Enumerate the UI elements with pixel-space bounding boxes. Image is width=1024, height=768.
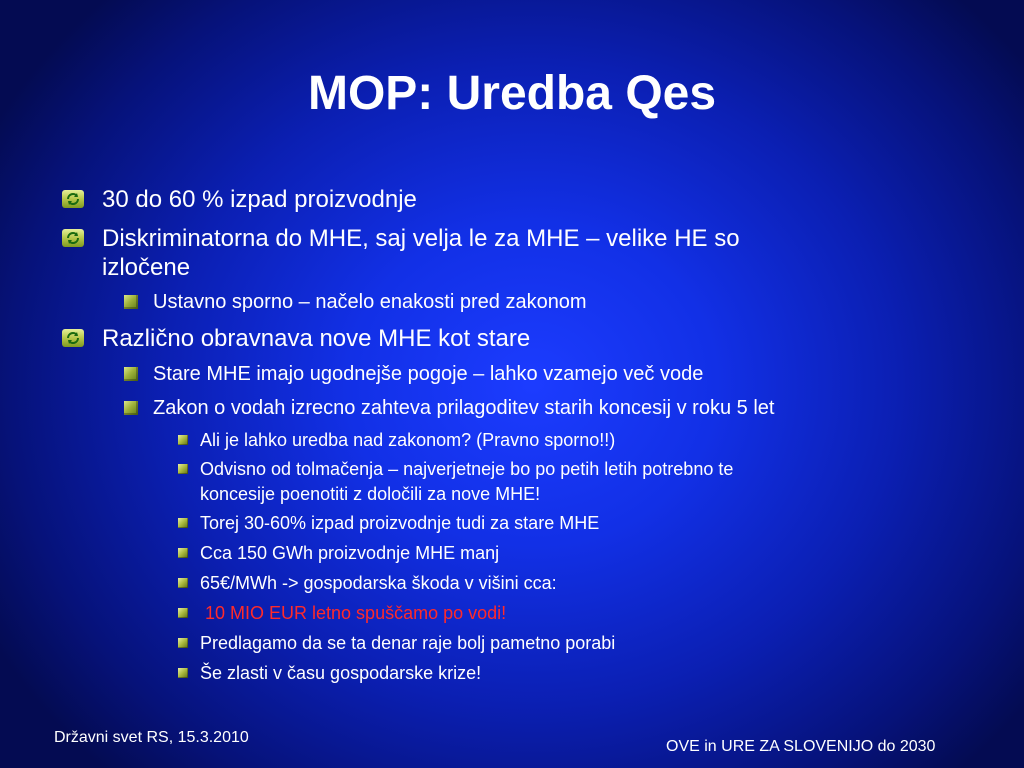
small-square-bullet-icon [178,435,188,445]
bullet-text: Diskriminatorna do MHE, saj velja le za MHE – velike HE so [102,225,740,252]
sub-sub-bullet-text: 65€/MWh -> gospodarska škoda v višini cca: [200,573,557,593]
square-bullet-icon [124,367,138,381]
small-square-bullet-icon [178,638,188,648]
sub-sub-bullet-text: Še zlasti v času gospodarske krize! [200,663,482,683]
highlight-bullet-text: 10 MIO EUR letno spuščamo po vodi! [200,603,507,623]
sub-sub-bullet-text: Predlagamo da se ta denar raje bolj pametno porabi [200,633,616,653]
sub-bullet-text: Zakon o vodah izrecno zahteva prilagoditev starih koncesij v roku 5 let [153,397,775,419]
square-bullet-icon [124,401,138,415]
small-square-bullet-icon [178,668,188,678]
recycle-arrows-icon [62,229,84,247]
sub-sub-bullet-text: Ali je lahko uredba nad zakonom? (Pravno sporno!!) [200,430,616,450]
recycle-arrows-icon [62,190,84,208]
footer-left: Državni svet RS, 15.3.2010 [54,729,249,746]
sub-sub-bullet-text: Torej 30-60% izpad proizvodnje tudi za stare MHE [200,513,600,533]
sub-sub-bullet-text: Cca 150 GWh proizvodnje MHE manj [200,543,500,563]
bullet-text-continued: izločene [102,254,191,281]
small-square-bullet-icon [178,578,188,588]
recycle-arrows-icon [62,329,84,347]
sub-bullet-text: Stare MHE imajo ugodnejše pogoje – lahko vzamejo več vode [153,363,704,385]
square-bullet-icon [124,295,138,309]
slide-title: MOP: Uredba Qes [307,67,717,120]
small-square-bullet-icon [178,548,188,558]
sub-bullet-text: Ustavno sporno – načelo enakosti pred zakonom [153,291,587,313]
sub-sub-bullet-text-continued: koncesije poenotiti z določili za nove MHE! [200,484,541,504]
sub-sub-bullet-text: Odvisno od tolmačenja – najverjetneje bo po petih letih potrebno te [200,459,734,479]
small-square-bullet-icon [178,464,188,474]
small-square-bullet-icon [178,608,188,618]
bullet-text: Različno obravnava nove MHE kot stare [102,325,531,352]
footer-right: OVE in URE ZA SLOVENIJO do 2030 [666,738,936,755]
bullet-text: 30 do 60 % izpad proizvodnje [102,186,417,213]
small-square-bullet-icon [178,518,188,528]
